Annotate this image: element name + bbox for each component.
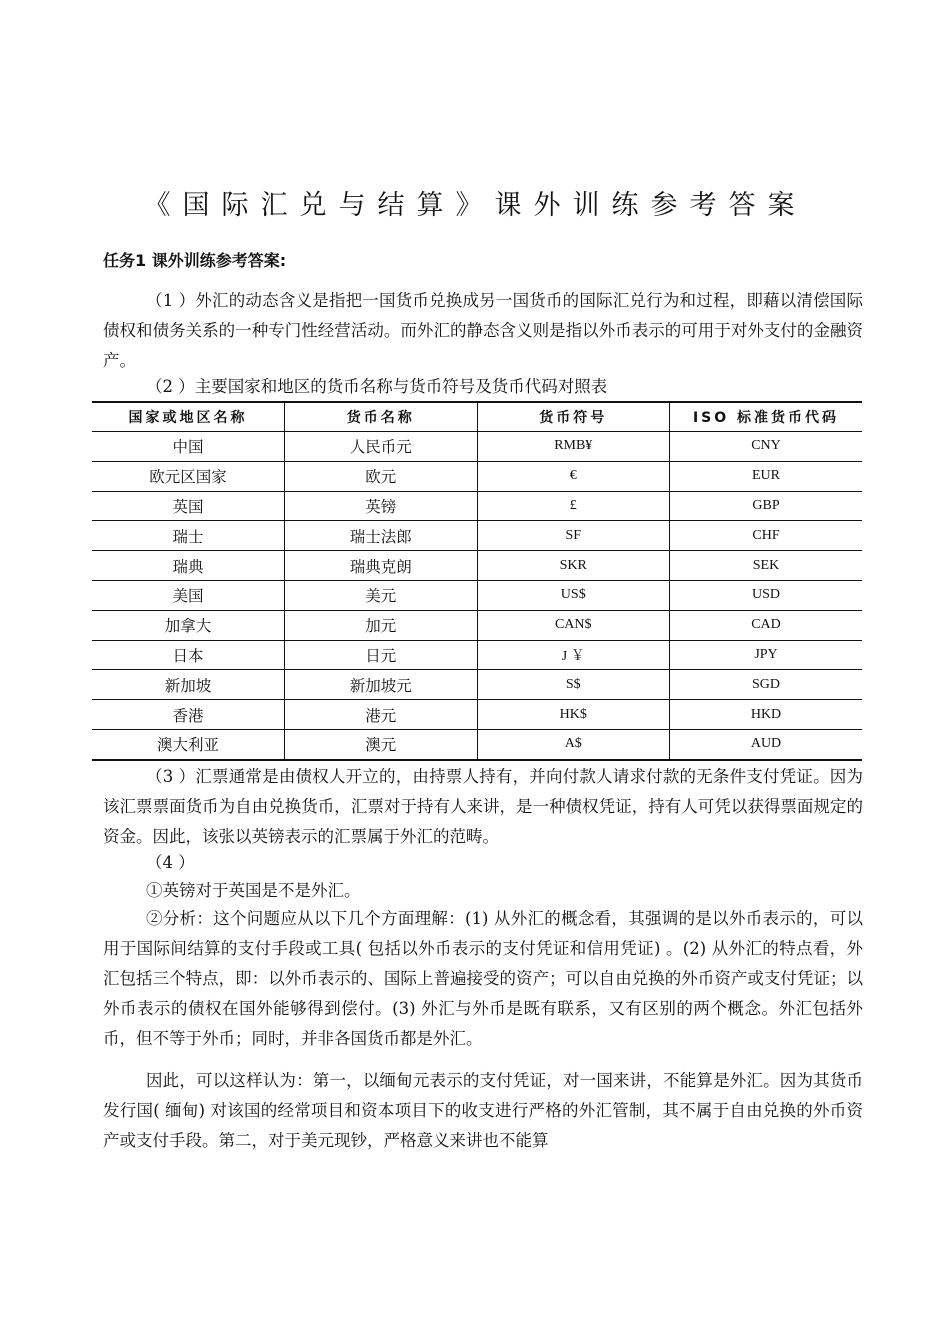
paragraph-4-item-1: ①英镑对于英国是不是外汇。 xyxy=(146,881,361,900)
cell-country: 瑞典 xyxy=(92,551,285,581)
cell-country: 中国 xyxy=(92,432,285,462)
cell-currency-name: 加元 xyxy=(285,610,478,640)
paragraph-1: （1 ）外汇的动态含义是指把一国货币兑换成另一国货币的国际汇兑行为和过程，即藉以清偿国际债权和债务关系的一种专门性经营活动。而外汇的静态含义则是指以外币表示的可用于对外支付的金融资产。 xyxy=(103,291,863,370)
cell-currency-name: 日元 xyxy=(285,640,478,670)
cell-iso-code: SEK xyxy=(670,551,863,581)
cell-currency-symbol: £ xyxy=(477,491,670,521)
cell-currency-name: 港元 xyxy=(285,700,478,730)
cell-currency-name: 新加坡元 xyxy=(285,670,478,700)
cell-country: 澳大利亚 xyxy=(92,729,285,759)
cell-country: 香港 xyxy=(92,700,285,730)
cell-currency-name: 瑞士法郎 xyxy=(285,521,478,551)
document-title: 《国际汇兑与结算》课外训练参考答案 xyxy=(143,190,807,221)
table-row xyxy=(92,551,862,581)
cell-country: 瑞士 xyxy=(92,521,285,551)
cell-currency-name: 澳元 xyxy=(285,729,478,759)
cell-country: 加拿大 xyxy=(92,610,285,640)
cell-currency-symbol: SF xyxy=(477,521,670,551)
table-row xyxy=(92,640,862,670)
table-row xyxy=(92,670,862,700)
paragraph-conclusion: 因此，可以这样认为：第一，以缅甸元表示的支付凭证，对一国来讲，不能算是外汇。因为其货币发行国( 缅甸) 对该国的经常项目和资本项目下的收支进行严格的外汇管制，其不属于自由兑换的外币资产或支付手段。第二，对于美元现钞，严格意义来讲也不能算 xyxy=(103,1071,863,1150)
cell-currency-symbol: US$ xyxy=(477,580,670,610)
paragraph-3: （3 ）汇票通常是由债权人开立的，由持票人持有，并向付款人请求付款的无条件支付凭证。因为该汇票票面货币为自由兑换货币，汇票对于持有人来讲，是一种债权凭证，持有人可凭以获得票面规定的资金。因此，该张以英镑表示的汇票属于外汇的范畴。 xyxy=(103,767,863,846)
col-header-currency-name: 货币名称 xyxy=(285,402,478,432)
table-row xyxy=(92,491,862,521)
cell-currency-symbol: S$ xyxy=(477,670,670,700)
table-caption: （2 ）主要国家和地区的货币名称与货币符号及货币代码对照表 xyxy=(146,377,608,396)
cell-country: 美国 xyxy=(92,580,285,610)
cell-currency-symbol: RMB¥ xyxy=(477,432,670,462)
cell-currency-name: 瑞典克朗 xyxy=(285,551,478,581)
cell-iso-code: CAD xyxy=(670,610,863,640)
cell-currency-name: 人民币元 xyxy=(285,432,478,462)
cell-currency-symbol: CAN$ xyxy=(477,610,670,640)
cell-currency-name: 美元 xyxy=(285,580,478,610)
cell-iso-code: EUR xyxy=(670,461,863,491)
table-row xyxy=(92,580,862,610)
cell-iso-code: CNY xyxy=(670,432,863,462)
paragraph-4-item-2: ②分析：这个问题应从以下几个方面理解：(1) 从外汇的概念看，其强调的是以外币表示的，可以用于国际间结算的支付手段或工具( 包括以外币表示的支付凭证和信用凭证) 。(2) 从外汇的特点看，外汇包括三个特点，即：以外币表示的、国际上普遍接受的资产；可以自由兑换的外币资产或支付凭证；以外币表示的债权在国外能够得到偿付。(3) 外汇与外币是既有联系，又有区别的两个概念。外汇包括外币，但不等于外币；同时，并非各国货币都是外汇。 xyxy=(103,909,863,1048)
col-header-currency-symbol: 货币符号 xyxy=(477,402,670,432)
table-row xyxy=(92,461,862,491)
cell-country: 欧元区国家 xyxy=(92,461,285,491)
cell-iso-code: CHF xyxy=(670,521,863,551)
table-header-row xyxy=(92,402,862,432)
table-row xyxy=(92,521,862,551)
cell-iso-code: HKD xyxy=(670,700,863,730)
cell-currency-name: 英镑 xyxy=(285,491,478,521)
cell-currency-name: 欧元 xyxy=(285,461,478,491)
table-row xyxy=(92,700,862,730)
cell-currency-symbol: A$ xyxy=(477,729,670,759)
col-header-iso-code: ISO 标准货币代码 xyxy=(670,402,863,432)
cell-iso-code: AUD xyxy=(670,729,863,759)
table-row xyxy=(92,729,862,759)
cell-iso-code: GBP xyxy=(670,491,863,521)
cell-country: 新加坡 xyxy=(92,670,285,700)
col-header-country: 国家或地区名称 xyxy=(92,402,285,432)
cell-currency-symbol: J ￥ xyxy=(477,640,670,670)
paragraph-4: （4 ） xyxy=(146,853,195,872)
cell-currency-symbol: HK$ xyxy=(477,700,670,730)
table-row xyxy=(92,432,862,462)
cell-country: 英国 xyxy=(92,491,285,521)
task-heading: 任务1 课外训练参考答案: xyxy=(103,251,287,270)
cell-iso-code: JPY xyxy=(670,640,863,670)
table-row xyxy=(92,610,862,640)
cell-currency-symbol: SKR xyxy=(477,551,670,581)
cell-currency-symbol: € xyxy=(477,461,670,491)
cell-country: 日本 xyxy=(92,640,285,670)
cell-iso-code: SGD xyxy=(670,670,863,700)
cell-iso-code: USD xyxy=(670,580,863,610)
currency-table xyxy=(92,401,862,761)
